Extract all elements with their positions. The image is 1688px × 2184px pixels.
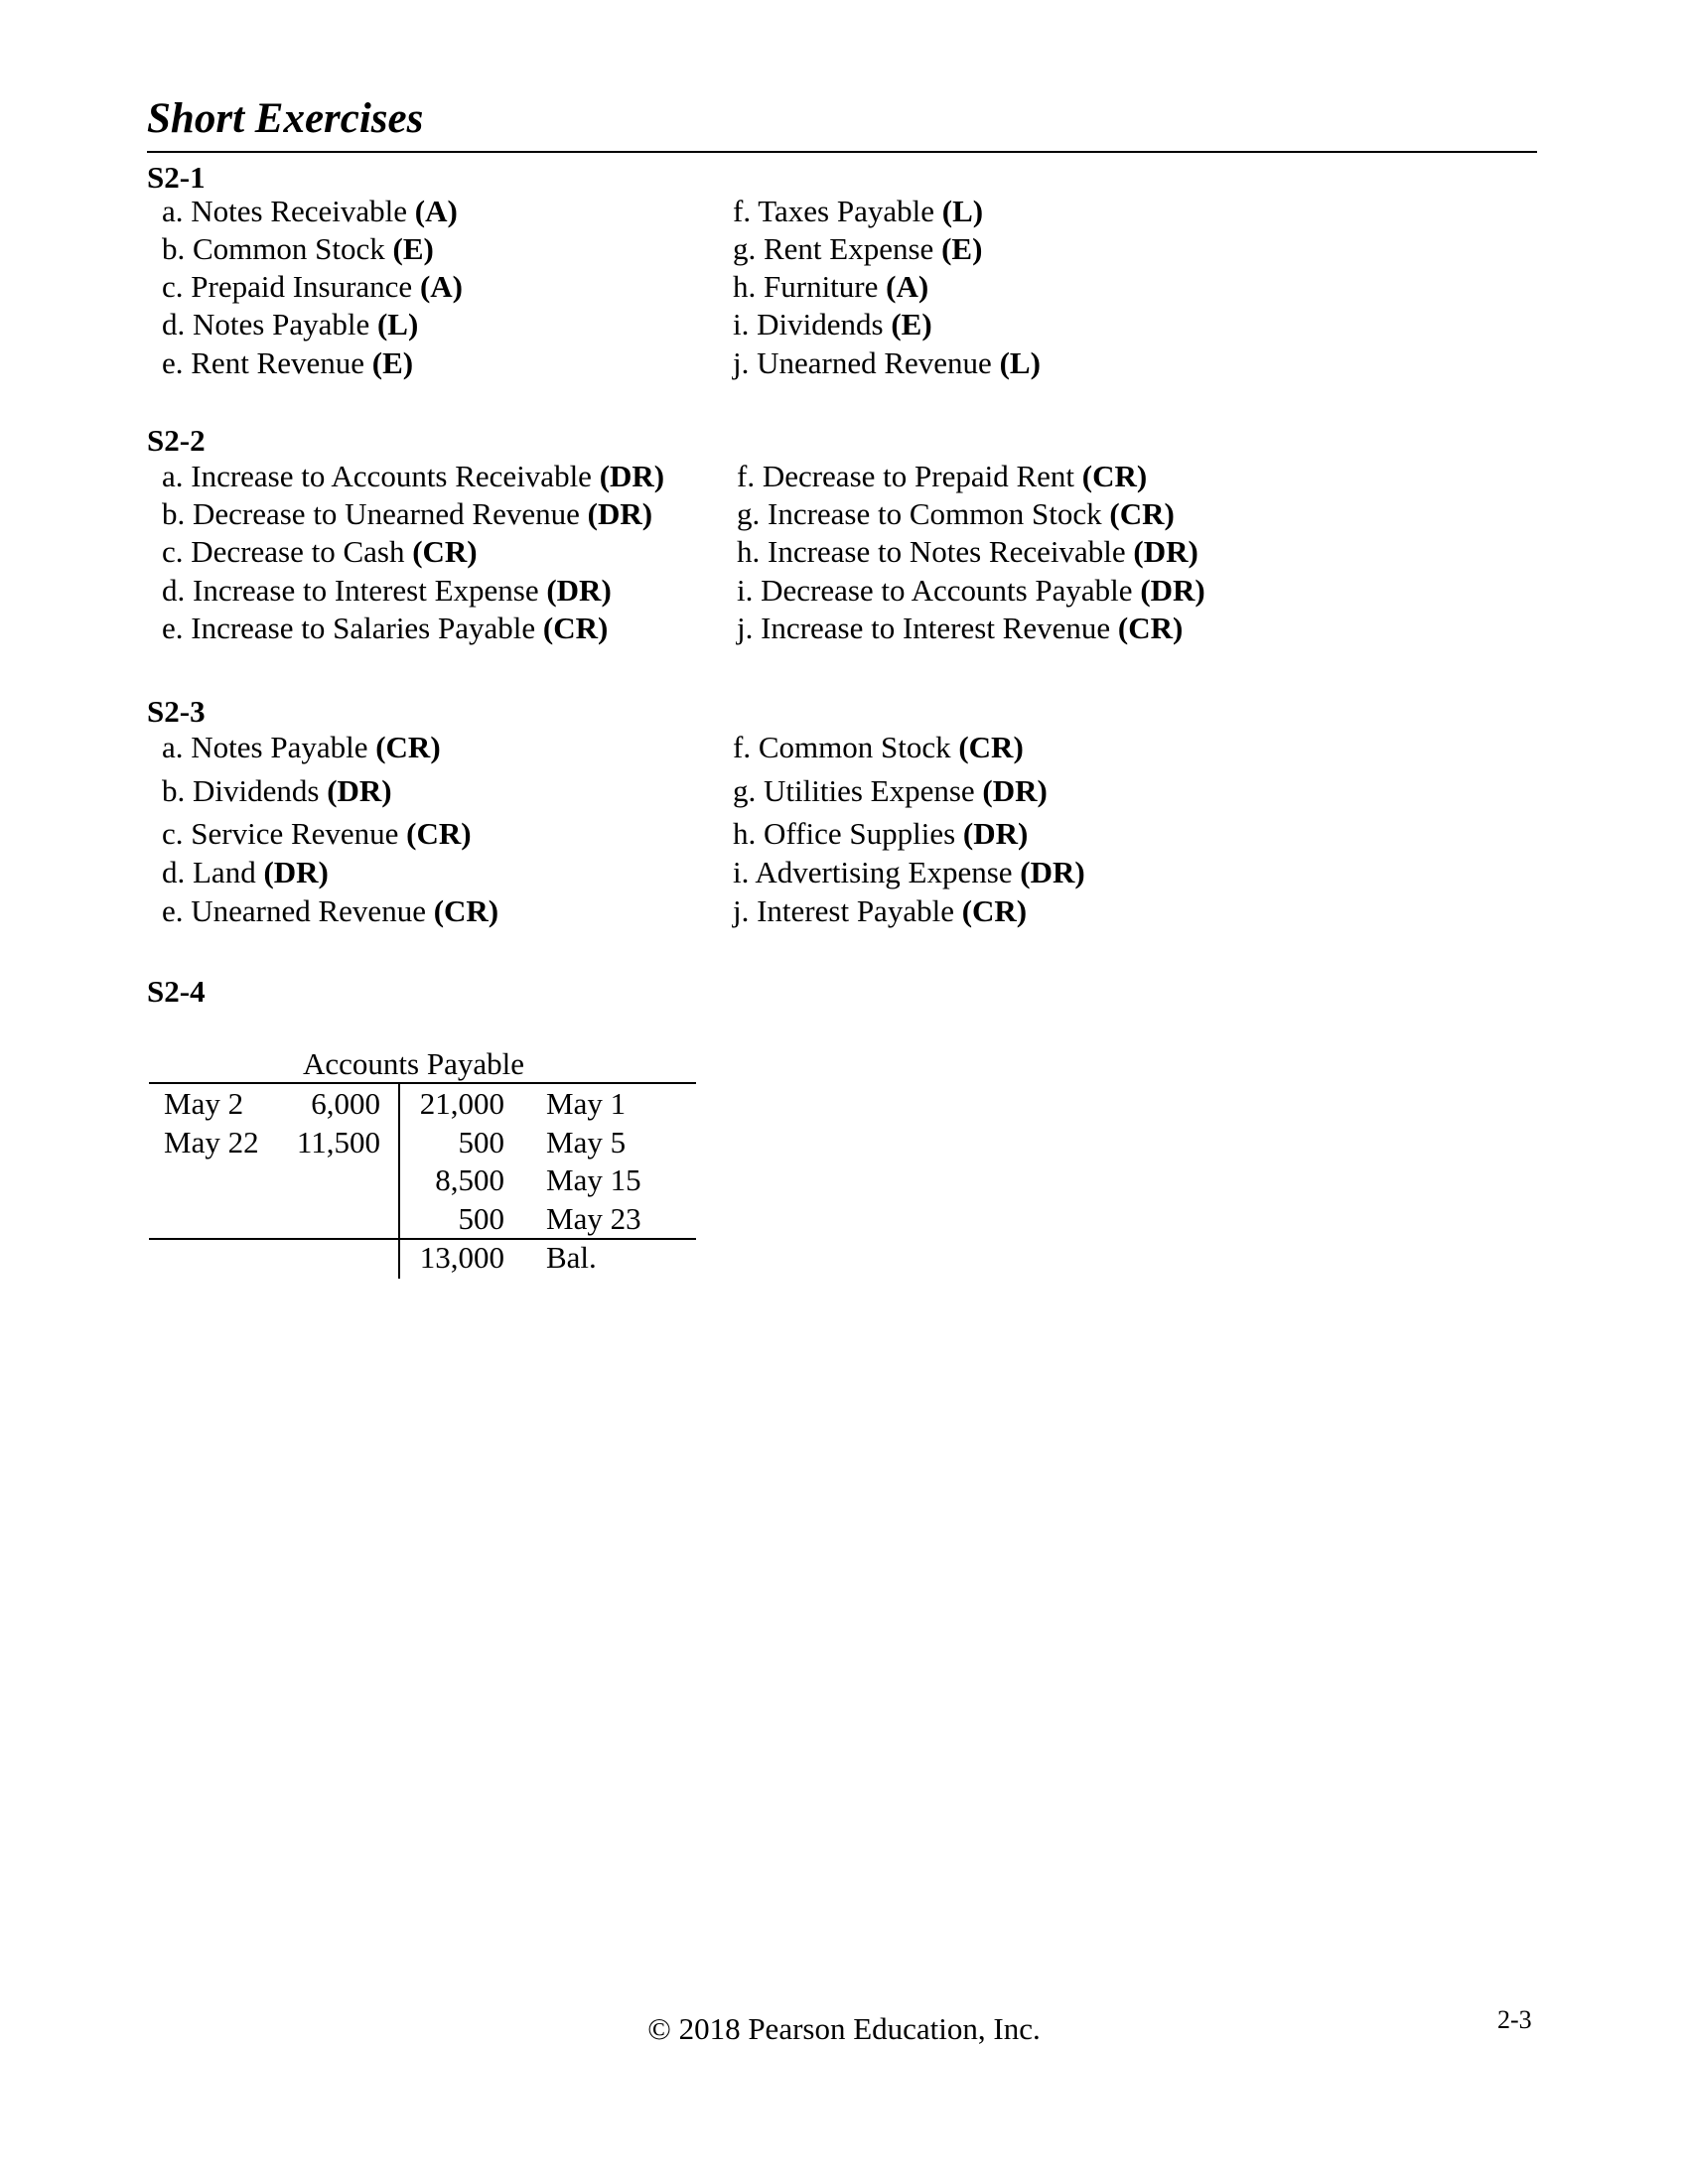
s2-3-item-i: i. Advertising Expense (DR) [733, 855, 1085, 889]
s2-2-item-j: j. Increase to Interest Revenue (CR) [737, 611, 1184, 645]
s2-1-item-b: b. Common Stock (E) [162, 231, 434, 266]
s2-3-item-g: g. Utilities Expense (DR) [733, 773, 1048, 808]
t-account-center-rule [398, 1082, 400, 1279]
page-title: Short Exercises [147, 95, 424, 142]
s2-1-item-a: a. Notes Receivable (A) [162, 194, 458, 228]
s2-1-item-h: h. Furniture (A) [733, 269, 929, 304]
s2-3-item-f: f. Common Stock (CR) [733, 730, 1024, 764]
s2-2-item-c: c. Decrease to Cash (CR) [162, 534, 478, 569]
credit-date: May 23 [546, 1201, 641, 1236]
s2-2-item-i: i. Decrease to Accounts Payable (DR) [737, 573, 1205, 608]
s2-3-item-d: d. Land (DR) [162, 855, 329, 889]
s2-3-item-j: j. Interest Payable (CR) [733, 893, 1028, 928]
t-account-top-rule [149, 1082, 696, 1084]
s2-2-item-h: h. Increase to Notes Receivable (DR) [737, 534, 1198, 569]
s2-1-item-c: c. Prepaid Insurance (A) [162, 269, 463, 304]
debit-amount: 6,000 [311, 1086, 380, 1121]
credit-amount: 8,500 [435, 1162, 504, 1197]
s2-3-item-a: a. Notes Payable (CR) [162, 730, 441, 764]
s2-2-item-a: a. Increase to Accounts Receivable (DR) [162, 459, 665, 493]
s2-3-item-h: h. Office Supplies (DR) [733, 816, 1029, 851]
s2-2-item-d: d. Increase to Interest Expense (DR) [162, 573, 612, 608]
section-label-s2-1: S2-1 [147, 160, 206, 195]
s2-1-item-e: e. Rent Revenue (E) [162, 345, 414, 380]
page-number: 2-3 [1497, 2005, 1532, 2034]
s2-2-item-b: b. Decrease to Unearned Revenue (DR) [162, 496, 653, 531]
balance-amount: 13,000 [419, 1240, 504, 1275]
s2-1-item-d: d. Notes Payable (L) [162, 307, 419, 341]
section-label-s2-4: S2-4 [147, 974, 206, 1009]
title-rule [147, 151, 1537, 153]
s2-2-item-e: e. Increase to Salaries Payable (CR) [162, 611, 609, 645]
credit-date: May 5 [546, 1125, 627, 1160]
debit-date: May 2 [164, 1086, 244, 1121]
s2-1-item-f: f. Taxes Payable (L) [733, 194, 984, 228]
s2-2-item-f: f. Decrease to Prepaid Rent (CR) [737, 459, 1148, 493]
credit-amount: 21,000 [419, 1086, 504, 1121]
debit-date: May 22 [164, 1125, 259, 1160]
section-label-s2-2: S2-2 [147, 423, 206, 458]
s2-3-item-c: c. Service Revenue (CR) [162, 816, 472, 851]
s2-3-item-b: b. Dividends (DR) [162, 773, 392, 808]
section-label-s2-3: S2-3 [147, 694, 206, 729]
credit-amount: 500 [458, 1125, 504, 1160]
balance-label: Bal. [546, 1240, 597, 1275]
s2-3-item-e: e. Unearned Revenue (CR) [162, 893, 499, 928]
s2-2-item-g: g. Increase to Common Stock (CR) [737, 496, 1175, 531]
t-account-title: Accounts Payable [303, 1046, 524, 1081]
credit-date: May 1 [546, 1086, 627, 1121]
credit-date: May 15 [546, 1162, 641, 1197]
footer-copyright: © 2018 Pearson Education, Inc. [647, 2011, 1041, 2046]
credit-amount: 500 [458, 1201, 504, 1236]
s2-1-item-g: g. Rent Expense (E) [733, 231, 983, 266]
s2-1-item-i: i. Dividends (E) [733, 307, 932, 341]
s2-1-item-j: j. Unearned Revenue (L) [733, 345, 1041, 380]
debit-amount: 11,500 [296, 1125, 380, 1160]
